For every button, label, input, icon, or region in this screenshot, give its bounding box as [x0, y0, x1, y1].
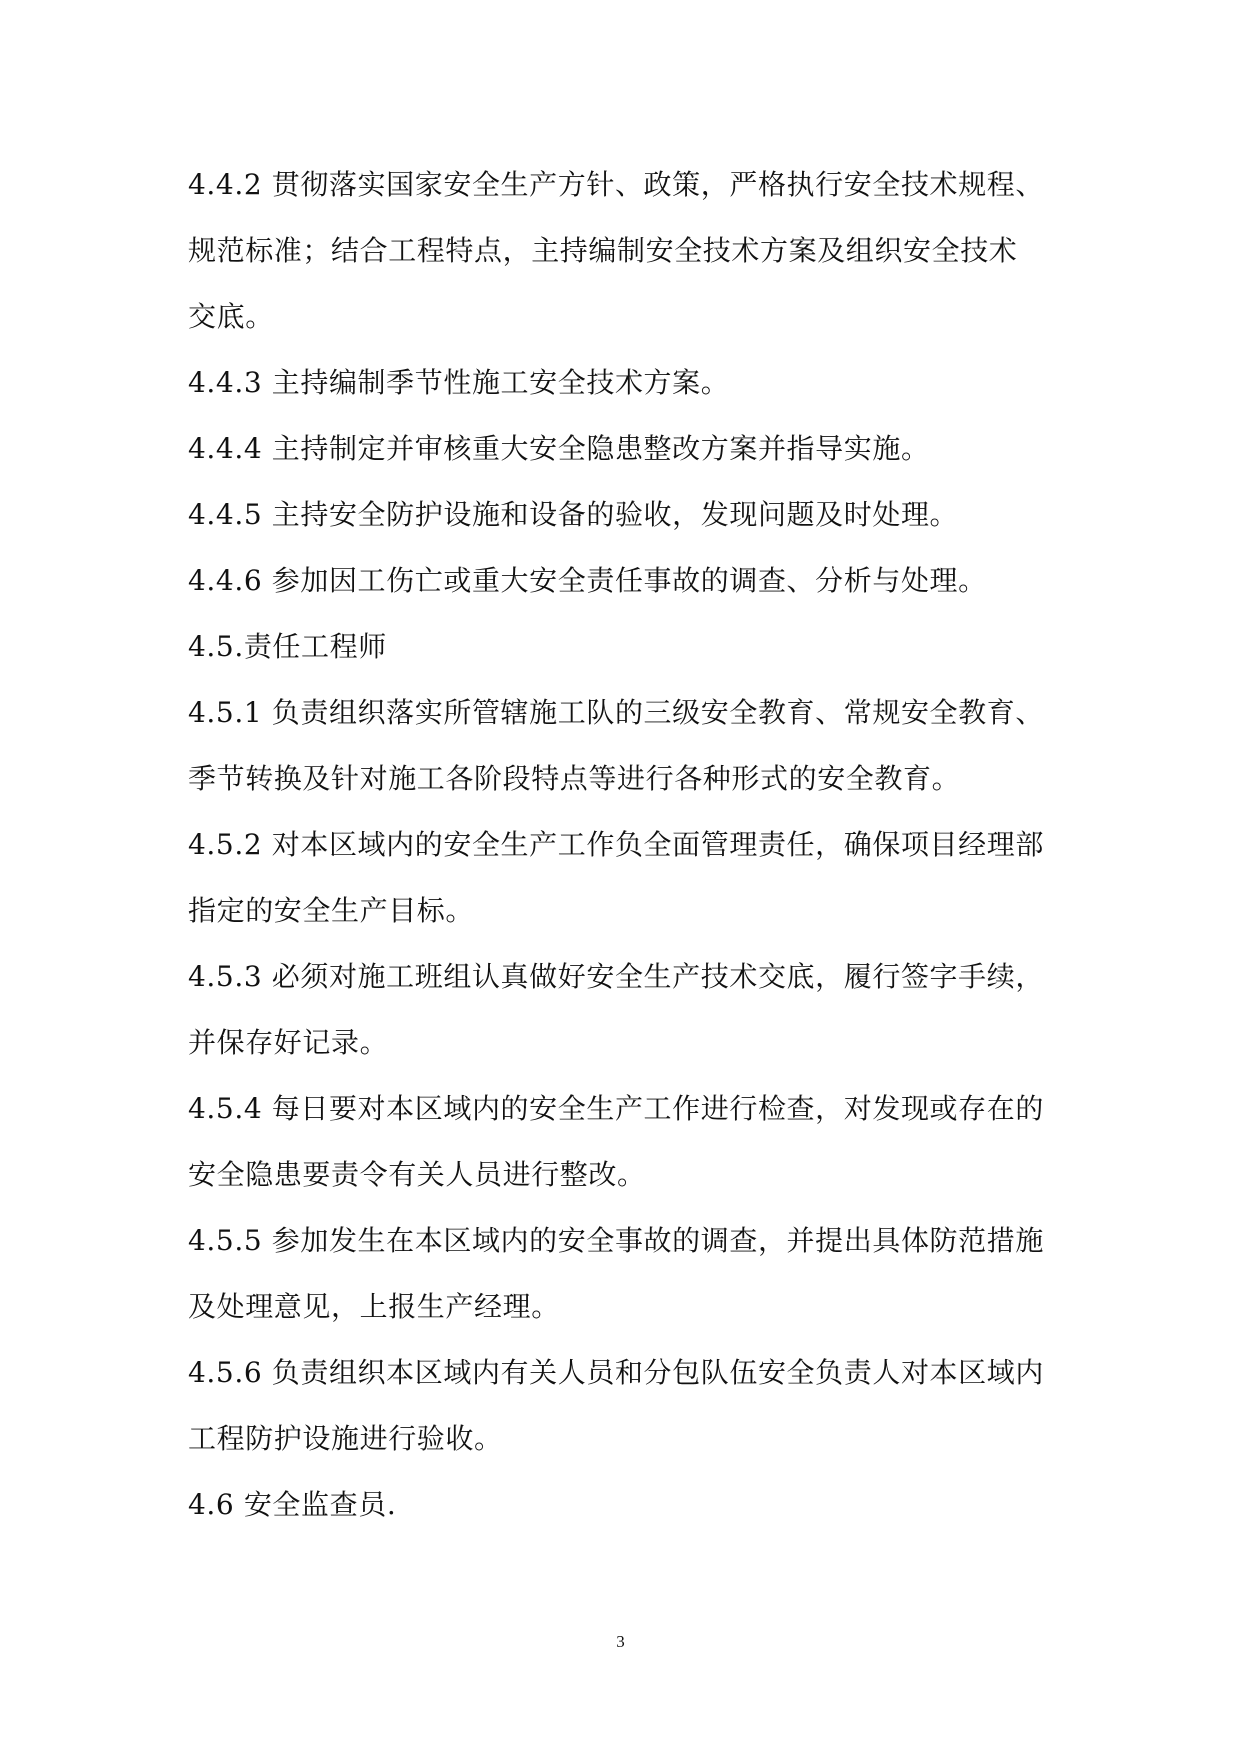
text-line: 安全隐患要责令有关人员进行整改。	[188, 1158, 646, 1191]
text-line: 及处理意见，上报生产经理。	[188, 1290, 560, 1323]
text-line: 规范标准；结合工程特点，主持编制安全技术方案及组织安全技术	[188, 234, 1018, 267]
text-line: 4.5.4 每日要对本区域内的安全生产工作进行检查，对发现或存在的	[188, 1092, 1044, 1125]
text-line: 工程防护设施进行验收。	[188, 1422, 503, 1455]
text-line: 并保存好记录。	[188, 1026, 389, 1059]
text-line: 4.4.4 主持制定并审核重大安全隐患整改方案并指导实施。	[188, 432, 930, 465]
text-line: 4.4.2 贯彻落实国家安全生产方针、政策，严格执行安全技术规程、	[188, 168, 1044, 201]
page-number: 3	[616, 1632, 625, 1651]
text-line: 4.4.3 主持编制季节性施工安全技术方案。	[188, 366, 730, 399]
section-heading: 4.6 安全监查员.	[188, 1488, 397, 1521]
text-line: 4.5.6 负责组织本区域内有关人员和分包队伍安全负责人对本区域内	[188, 1356, 1044, 1389]
text-line: 4.5.3 必须对施工班组认真做好安全生产技术交底，履行签字手续，	[188, 960, 1044, 993]
text-line: 4.5.1 负责组织落实所管辖施工队的三级安全教育、常规安全教育、	[188, 696, 1044, 729]
text-line: 4.4.5 主持安全防护设施和设备的验收，发现问题及时处理。	[188, 498, 959, 531]
text-line: 4.5.5 参加发生在本区域内的安全事故的调查，并提出具体防范措施	[188, 1224, 1044, 1257]
section-heading: 4.5.责任工程师	[188, 630, 387, 663]
text-line: 4.4.6 参加因工伤亡或重大安全责任事故的调查、分析与处理。	[188, 564, 987, 597]
text-line: 交底。	[188, 300, 274, 333]
body-text	[188, 152, 1068, 1538]
text-line: 4.5.2 对本区域内的安全生产工作负全面管理责任，确保项目经理部	[188, 828, 1044, 861]
text-line: 指定的安全生产目标。	[188, 894, 475, 927]
text-line: 季节转换及针对施工各阶段特点等进行各种形式的安全教育。	[188, 762, 961, 795]
